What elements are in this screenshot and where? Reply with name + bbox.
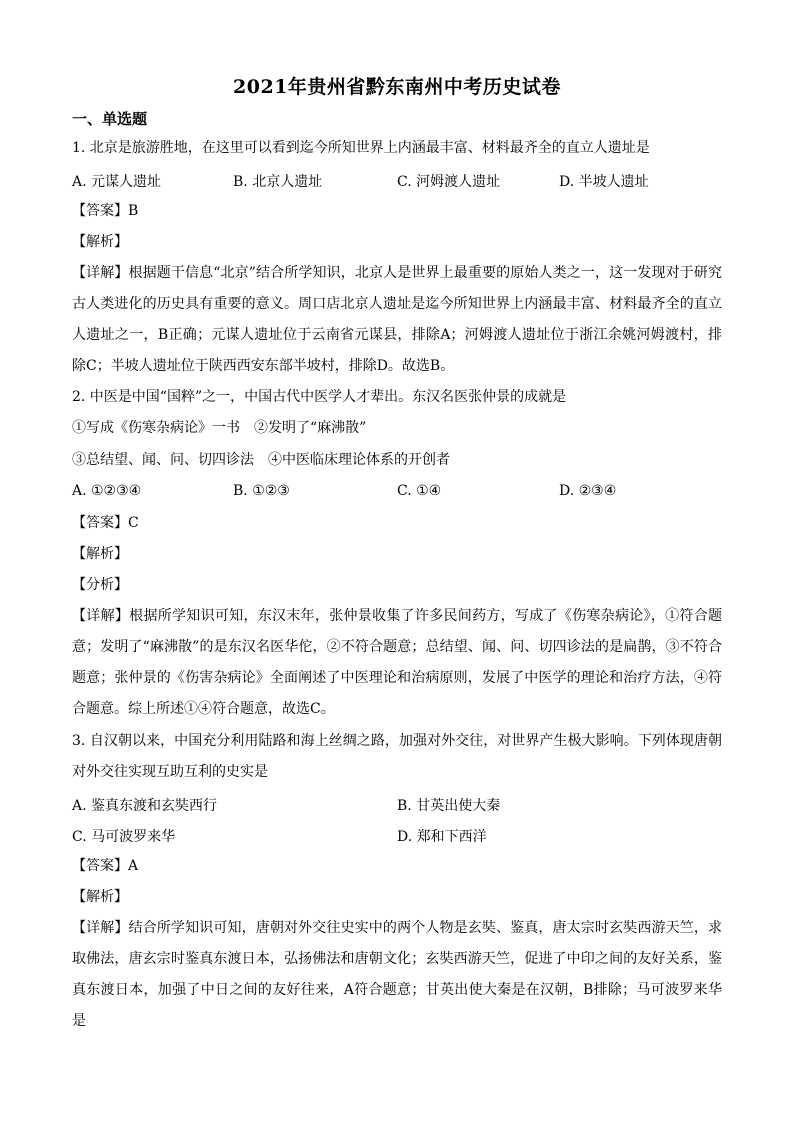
q1-analysis-label: 【解析】 [72,234,128,250]
section-heading: 一、单选题 [72,110,148,128]
q1-option-c: C. 河姆渡人遗址 [397,174,501,190]
q2-option-a: A. ①②③④ [72,483,142,499]
q2-detail: 【详解】根据所学知识可知，东汉末年，张仲景收集了许多民间药方，写成了《伤寒杂病论》，①符合题意；发明了“麻沸散”的是东汉名医华佗，②不符合题意；总结望、闻、问、切四诊法的是扁鹊，③不符合题意；张仲景的《伤害杂病论》全面阐述了中医理论和治病原则，发展了中医学的理论和治疗方法，④符合题意。综上所述①④符合题意，故选C。 [72,608,722,717]
q2-fenxi-label: 【分析】 [72,577,128,593]
q1-option-b: B. 北京人遗址 [233,174,323,190]
q3-option-b: B. 甘英出使大秦 [397,798,501,814]
q2-analysis-label: 【解析】 [72,546,128,562]
q3-option-a: A. 鉴真东渡和玄奘西行 [72,798,218,814]
q2-items-line2: ③总结望、闻、问、切四诊法 ④中医临床理论体系的开创者 [72,452,450,468]
q1-option-a: A. 元谋人遗址 [72,174,162,190]
q3-option-d: D. 郑和下西洋 [397,829,487,845]
q1-answer: 【答案】B [72,203,139,219]
q2-items-line1: ①写成《伤寒杂病论》一书 ②发明了“麻沸散” [72,420,367,436]
q3-detail: 【详解】结合所学知识可知，唐朝对外交往史实中的两个人物是玄奘、鉴真，唐太宗时玄奘西游天竺，求取佛法，唐玄宗时鉴真东渡日本，弘扬佛法和唐朝文化；玄奘西游天竺，促进了中印之间的友好关系，鉴真东渡日本，加强了中日之间的友好往来，A符合题意；甘英出使大秦是在汉朝，B排除；马可波罗来华是 [72,920,722,1029]
q2-option-c: C. ①④ [397,483,442,499]
q2-option-d: D. ②③④ [559,483,617,499]
page-title: 2021年贵州省黔东南州中考历史试卷 [233,76,561,98]
q1-detail: 【详解】根据题干信息“北京”结合所学知识，北京人是世界上最重要的原始人类之一，这一发现对于研究古人类进化的历史具有重要的意义。周口店北京人遗址是迄今所知世界上内涵最丰富、材料最齐全的直立人遗址之一，B正确；元谋人遗址位于云南省元谋县，排除A；河姆渡人遗址位于浙江余姚河姆渡村，排除C；半坡人遗址位于陕西西安东部半坡村，排除D。故选B。 [72,265,722,374]
q1-option-d: D. 半坡人遗址 [559,174,649,190]
q2-option-b: B. ①②③ [233,483,290,499]
q1-stem: 1. 北京是旅游胜地，在这里可以看到迄今所知世界上内涵最丰富、材料最齐全的直立人遗址是 [72,140,650,156]
q2-answer: 【答案】C [72,515,139,531]
q2-stem: 2. 中医是中国“国粹”之一，中国古代中医学人才辈出。东汉名医张仲景的成就是 [72,389,567,405]
q3-analysis-label: 【解析】 [72,889,128,905]
q3-option-c: C. 马可波罗来华 [72,829,176,845]
q3-stem: 3. 自汉朝以来，中国充分利用陆路和海上丝绸之路，加强对外交往，对世界产生极大影响。下列体现唐朝对外交往实现互助互利的史实是 [72,733,722,780]
q3-answer: 【答案】A [72,858,139,874]
